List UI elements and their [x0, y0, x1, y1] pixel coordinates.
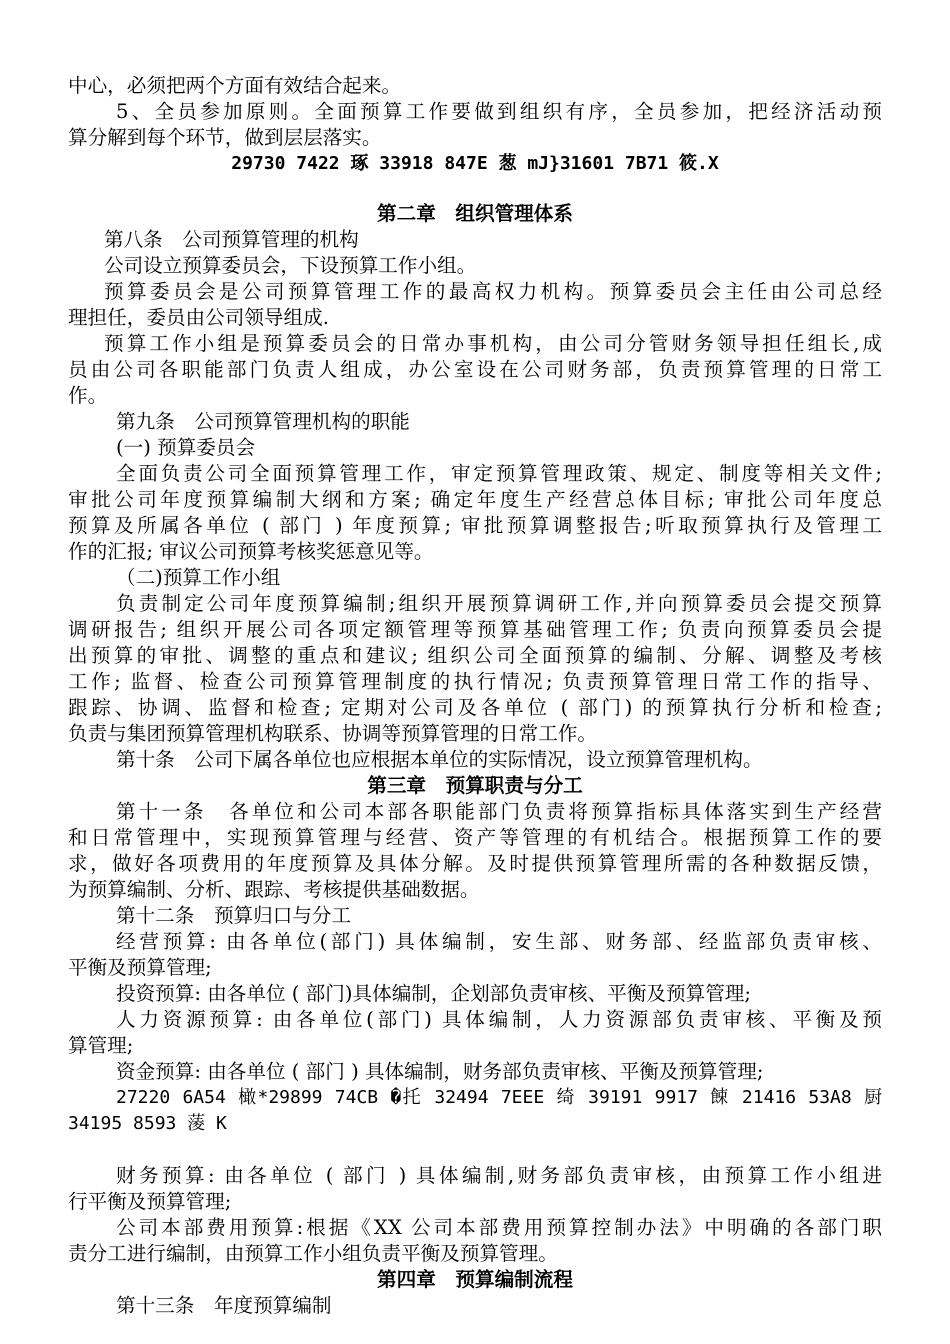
text-line: 算管理;	[68, 1034, 134, 1057]
text-line: 公司本部费用预算:根据《XX 公司本部费用预算控制办法》中明确的各部门职	[116, 1216, 882, 1239]
text-line: 出预算的审批、调整的重点和建议; 组织公司全面预算的编制、分解、调整及考核	[68, 644, 882, 667]
text-line: 责分工进行编制，由预算工作小组负责平衡及预算管理。	[68, 1242, 558, 1265]
garbled-code-line: 34195 8593 蔆 K	[68, 1113, 227, 1134]
garbled-code-line: 29730 7422 琢 33918 847E 葱 mJ}31601 7B71 筱.X	[231, 153, 719, 174]
text-line: 跟踪、协调、监督和检查; 定期对公司及各单位 ( 部门) 的预算执行分析和检查;	[68, 696, 882, 719]
garbled-code-line: 27220 6A54 橄*29899 74CB �托 32494 7EEE 绮 39191 9917 餗 21416 53A8 厨	[116, 1087, 882, 1108]
text-line: 为预算编制、分析、跟踪、考核提供基础数据。	[68, 878, 480, 901]
article-heading: 第十二条 预算归口与分工	[116, 904, 352, 927]
text-line: 调研报告; 组织开展公司各项定额管理等预算基础管理工作; 负责向预算委员会提	[68, 618, 882, 641]
text-line: 理担任，委员由公司领导组成.	[68, 306, 329, 329]
text-line: 财务预算: 由各单位 ( 部门 ) 具体编制,财务部负责审核，由预算工作小组进	[116, 1164, 882, 1187]
text-line: 平衡及预算管理;	[68, 956, 212, 979]
text-line: 求，做好各项费用的年度预算及具体分解。及时提供预算管理所需的各种数据反馈，	[68, 852, 882, 875]
chapter-heading: 第三章 预算职责与分工	[367, 774, 583, 797]
text-line: 算分解到每个环节，做到层层落实。	[68, 126, 382, 149]
text-line: 第十一条 各单位和公司本部各职能部门负责将预算指标具体落实到生产经营	[116, 800, 882, 823]
article-heading: 第十三条 年度预算编制	[116, 1294, 332, 1317]
text-line: 审批公司年度预算编制大纲和方案; 确定年度生产经营总体目标; 审批公司年度总	[68, 488, 882, 511]
text-line: 行平衡及预算管理;	[68, 1190, 232, 1213]
text-line: 资金预算: 由各单位 ( 部门 ) 具体编制，财务部负责审核、平衡及预算管理;	[116, 1060, 764, 1083]
text-line: 员由公司各职能部门负责人组成，办公室设在公司财务部，负责预算管理的日常工	[68, 358, 882, 381]
text-line: 负责制定公司年度预算编制;组织开展预算调研工作,并向预算委员会提交预算	[116, 592, 882, 615]
text-line: 作。	[68, 384, 108, 407]
text-line: 预算委员会是公司预算管理工作的最高权力机构。预算委员会主任由公司总经	[104, 280, 882, 303]
text-line: 公司设立预算委员会，下设预算工作小组。	[104, 254, 477, 277]
article-heading: 第八条 公司预算管理的机构	[104, 228, 359, 251]
article-heading: 第十条 公司下属各单位也应根据本单位的实际情况，设立预算管理机构。	[116, 748, 763, 771]
text-line: 中心，必须把两个方面有效结合起来。	[68, 74, 402, 97]
text-line: 经营预算: 由各单位(部门) 具体编制，安生部、财务部、经监部负责审核、	[116, 930, 882, 953]
text-line: 作的汇报; 审议公司预算考核奖惩意见等。	[68, 540, 434, 563]
section-heading: (一) 预算委员会	[116, 436, 256, 459]
article-heading: 第九条 公司预算管理机构的职能	[116, 410, 410, 433]
text-line: 负责与集团预算管理机构联系、协调等预算管理的日常工作。	[68, 722, 598, 745]
chapter-heading: 第四章 预算编制流程	[377, 1268, 573, 1291]
text-line: 投资预算: 由各单位 ( 部门)具体编制，企划部负责审核、平衡及预算管理;	[116, 982, 751, 1005]
text-line: 和日常管理中，实现预算管理与经营、资产等管理的有机结合。根据预算工作的要	[68, 826, 882, 849]
text-line: 预算及所属各单位 ( 部门 ) 年度预算; 审批预算调整报告;听取预算执行及管理工	[68, 514, 882, 537]
chapter-heading: 第二章 组织管理体系	[377, 202, 573, 225]
text-line: 全面负责公司全面预算管理工作，审定预算管理政策、规定、制度等相关文件;	[116, 462, 882, 485]
text-line: 5、全员参加原则。全面预算工作要做到组织有序，全员参加，把经济活动预	[116, 100, 882, 123]
text-line: 工作; 监督、检查公司预算管理制度的执行情况; 负责预算管理日常工作的指导、	[68, 670, 882, 693]
text-line: 预算工作小组是预算委员会的日常办事机构，由公司分管财务领导担任组长,成	[104, 332, 882, 355]
text-line: 人力资源预算: 由各单位(部门) 具体编制，人力资源部负责审核、平衡及预	[116, 1008, 882, 1031]
section-heading: （二)预算工作小组	[116, 566, 281, 589]
